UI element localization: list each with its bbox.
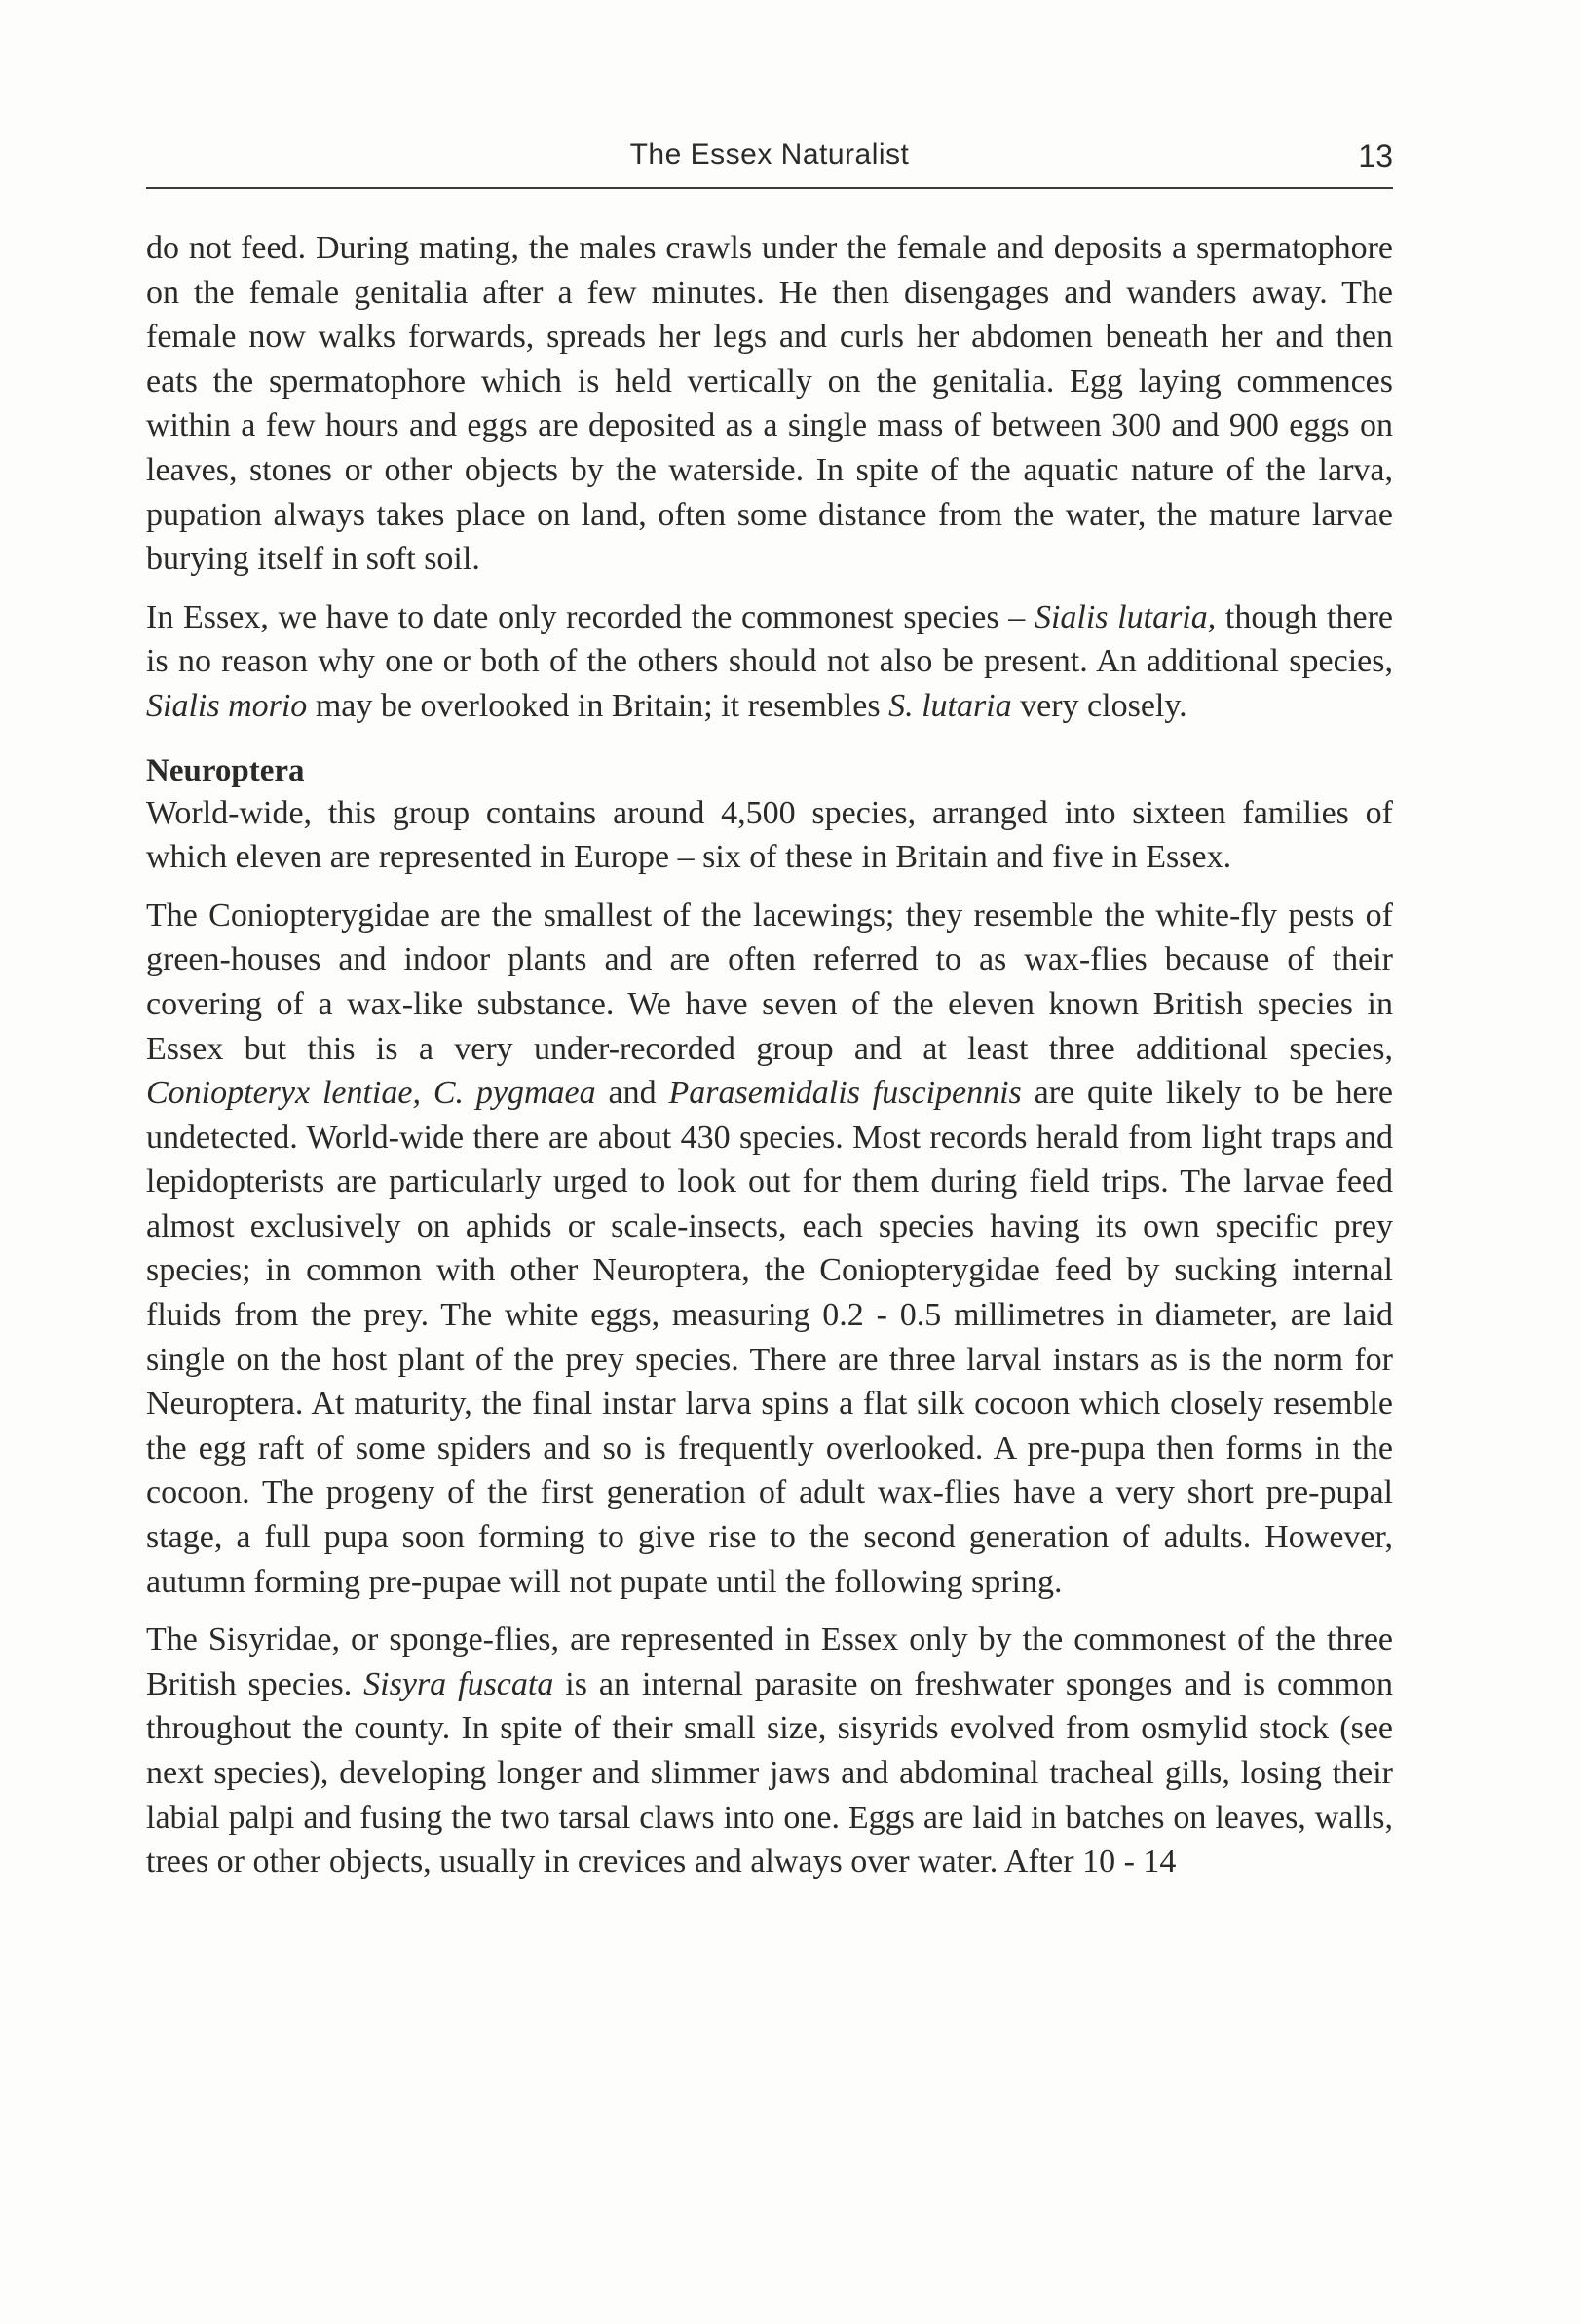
text-run: very closely. (1011, 687, 1187, 724)
text-run: The Coniopterygidae are the smallest of the lacewings; they resemble the white-fly pests of green-houses and indoor plants and are often referred to as wax-flies because of their covering of a wax-like substance. We have seven of the eleven known British species in Essex but this is a very under-recorded group and at least three additional species, (146, 896, 1393, 1067)
journal-title: The Essex Naturalist (629, 138, 910, 171)
text-run: may be overlooked in Britain; it resembles (307, 687, 889, 724)
species-name: Sisyra fuscata (363, 1665, 554, 1702)
species-name: Sialis morio (146, 687, 308, 724)
text-run: though there is no reason why one or both of the others should not also be present. An additional species, (146, 598, 1393, 680)
paragraph-coniopterygidae (146, 894, 1393, 1605)
paragraph-mating: do not feed. During mating, the males crawls under the female and deposits a spermatophore on the female genitalia after a few minutes. He then disengages and wanders away. The female now walks forwards, spreads her legs and curls her abdomen beneath her and then eats the spermatophore which is held vertically on the genitalia. Egg laying commences within a few hours and eggs are deposited as a single mass of between 300 and 900 eggs on leaves, stones or other objects by the waterside. In spite of the aquatic nature of the larva, pupation always takes place on land, often some distance from the water, the mature larvae burying itself in soft soil. (146, 230, 1393, 578)
text-run: In Essex, we have to date only recorded the commonest species – (146, 598, 1035, 635)
species-name: Parasemidalis fuscipennis (668, 1075, 1022, 1112)
body-text (146, 226, 1393, 1898)
paragraph-sisyridae (146, 1618, 1393, 1885)
page-number: 13 (1358, 138, 1393, 173)
species-name: S. lutaria (888, 687, 1012, 724)
species-name: Coniopteryx lentiae, C. pygmaea (146, 1075, 596, 1112)
text-run: and (595, 1075, 669, 1112)
running-header (146, 136, 1393, 189)
text-run: are quite likely to be here undetected. World-wide there are about 430 species. Most records herald from light traps and lepidopterists are particularly urged to look out for them during field trips. The larvae feed almost exclusively on aphids or scale-insects, each species having its own specific prey species; in common with other Neuroptera, the Coniopterygidae feed by sucking internal fluids from the prey. The white eggs, measuring 0.2 - 0.5 millimetres in diameter, are laid single on the host plant of the prey species. There are three larval instars as is the norm for Neuroptera. At maturity, the final instar larva spins a flat silk cocoon which closely resemble the egg raft of some spiders and so is frequently overlooked. A pre-pupa then forms in the cocoon. The progeny of the first generation of adult wax-flies have a very short pre-pupal stage, a full pupa soon forming to give rise to the second generation of adults. However, autumn forming pre-pupae will not pupate until the following spring. (146, 1075, 1393, 1600)
section-heading-neuroptera: Neuroptera (146, 752, 305, 788)
text-run: is an internal parasite on freshwater sponges and is common throughout the county. In spite of their small size, sisyrids evolved from osmylid stock (see next species), developing longer and slimmer jaws and abdominal tracheal gills, losing their labial palpi and fusing the two tarsal claws into one. Eggs are laid in batches on leaves, walls, trees or other objects, usually in crevices and always over water. After 10 - 14 (146, 1665, 1393, 1881)
species-name: Sialis lutaria, (1034, 598, 1217, 635)
paragraph-essex-sialis (146, 595, 1393, 729)
paragraph-neuroptera-intro: World-wide, this group contains around 4,500 species, arranged into sixteen families of which eleven are represented in Europe – six of these in Britain and five in Essex. (146, 794, 1393, 876)
text-run: The Sisyridae, or sponge-flies, are represented in Essex only by the commonest of the three British species. (146, 1621, 1393, 1702)
